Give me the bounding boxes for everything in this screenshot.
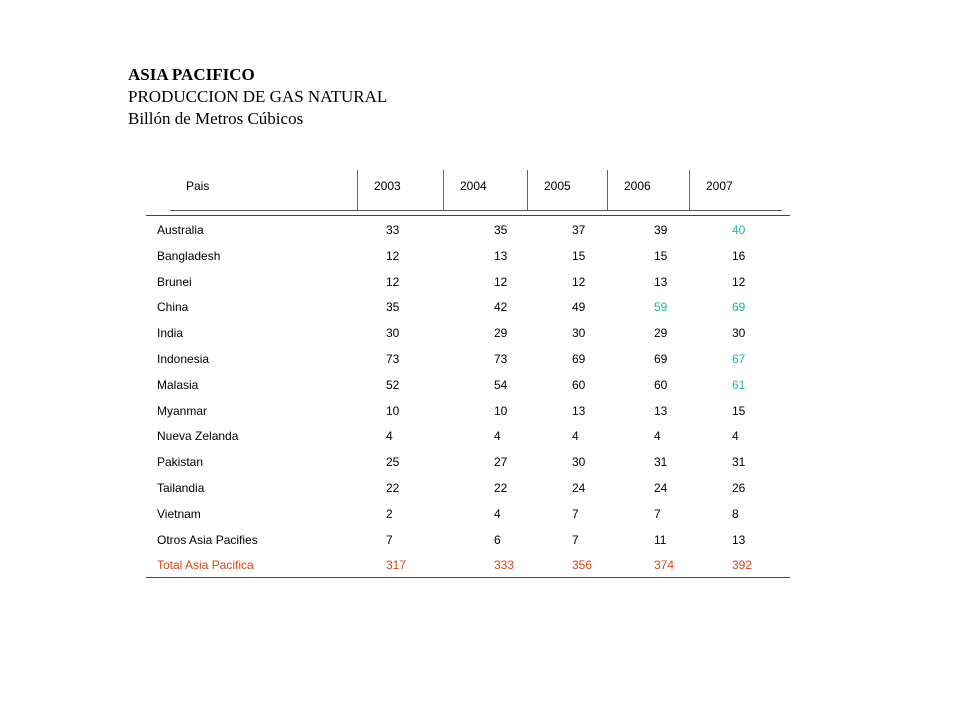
- value-cell: 37: [572, 223, 586, 237]
- country-cell: Pakistan: [157, 455, 204, 470]
- value-cell: 15: [572, 248, 586, 263]
- value-cell: 13: [572, 403, 586, 418]
- value-cell: 35: [386, 300, 400, 315]
- title-block: [128, 64, 387, 130]
- value-cell: 7: [572, 532, 579, 547]
- value-cell: 27: [494, 455, 508, 470]
- value-cell: 12: [732, 274, 746, 289]
- country-cell: Nueva Zelanda: [157, 429, 239, 444]
- value-cell: 4: [732, 429, 739, 444]
- value-cell: 12: [386, 248, 400, 263]
- value-cell: 13: [732, 532, 746, 547]
- title-region: ASIA PACIFICO: [128, 65, 255, 84]
- value-cell: 4: [654, 429, 661, 444]
- value-cell: 4: [572, 429, 579, 444]
- value-cell: 26: [732, 480, 746, 495]
- value-cell: 13: [654, 403, 668, 418]
- value-cell: 69: [654, 351, 668, 366]
- value-cell: 33: [386, 223, 400, 237]
- table-row: [146, 526, 790, 552]
- value-cell: 10: [494, 403, 508, 418]
- value-cell: 4: [386, 429, 393, 444]
- value-cell: 24: [654, 480, 668, 495]
- value-cell: 10: [386, 403, 400, 418]
- country-cell: Bangladesh: [157, 248, 221, 263]
- country-cell: Tailandia: [157, 480, 205, 495]
- value-cell: 13: [494, 248, 508, 263]
- country-cell: Total Asia Pacifica: [157, 558, 254, 573]
- data-table: [146, 215, 790, 578]
- value-cell: 73: [494, 351, 508, 366]
- table-row: [146, 268, 790, 294]
- value-cell: 69: [732, 300, 746, 315]
- table-row: [146, 319, 790, 345]
- total-row: [146, 551, 790, 577]
- country-cell: Vietnam: [157, 506, 201, 521]
- value-cell: 31: [732, 455, 746, 470]
- value-cell: 2: [386, 506, 393, 521]
- value-cell: 73: [386, 351, 400, 366]
- table-row: [146, 345, 790, 371]
- value-cell: 16: [732, 248, 746, 263]
- table-header: [170, 170, 782, 211]
- header-cell-2003: 2003: [358, 170, 444, 210]
- value-cell: 30: [572, 326, 586, 341]
- title-subject: PRODUCCION DE GAS NATURAL: [128, 87, 388, 106]
- value-cell: 22: [386, 480, 400, 495]
- value-cell: 4: [494, 429, 501, 444]
- value-cell: 69: [572, 351, 586, 366]
- header-cell-2005: 2005: [528, 170, 608, 210]
- value-cell: 39: [654, 223, 668, 237]
- value-cell: 35: [494, 223, 508, 237]
- value-cell: 12: [386, 274, 400, 289]
- value-cell: 22: [494, 480, 508, 495]
- value-cell: 40: [732, 223, 746, 237]
- table-row: [146, 216, 790, 242]
- table-row: [146, 422, 790, 448]
- value-cell: 30: [732, 326, 746, 341]
- value-cell: 30: [572, 455, 586, 470]
- value-cell: 7: [386, 532, 393, 547]
- header-cell-pais: Pais: [170, 170, 358, 210]
- value-cell: 60: [654, 377, 668, 392]
- value-cell: 12: [572, 274, 586, 289]
- value-cell: 356: [572, 558, 593, 573]
- value-cell: 61: [732, 377, 746, 392]
- country-cell: Indonesia: [157, 351, 210, 366]
- value-cell: 59: [654, 300, 668, 315]
- table-row: [146, 448, 790, 474]
- value-cell: 392: [732, 558, 753, 573]
- value-cell: 29: [494, 326, 508, 341]
- value-cell: 6: [494, 532, 501, 547]
- value-cell: 4: [494, 506, 501, 521]
- table-row: [146, 500, 790, 526]
- value-cell: 30: [386, 326, 400, 341]
- country-cell: Otros Asia Pacifies: [157, 532, 258, 547]
- country-cell: China: [157, 300, 189, 315]
- value-cell: 374: [654, 558, 675, 573]
- table-row: [146, 371, 790, 397]
- country-cell: Malasia: [157, 377, 199, 392]
- value-cell: 42: [494, 300, 508, 315]
- table-row: [146, 397, 790, 423]
- value-cell: 7: [572, 506, 579, 521]
- value-cell: 24: [572, 480, 586, 495]
- header-cell-2007: 2007: [706, 179, 733, 193]
- table-row: [146, 474, 790, 500]
- header-cell-2006: 2006: [608, 170, 690, 210]
- value-cell: 11: [654, 532, 667, 547]
- value-cell: 29: [654, 326, 668, 341]
- title-units: Billón de Metros Cúbicos: [128, 109, 304, 128]
- value-cell: 54: [494, 377, 508, 392]
- value-cell: 8: [732, 506, 739, 521]
- value-cell: 7: [654, 506, 661, 521]
- value-cell: 13: [654, 274, 668, 289]
- value-cell: 15: [732, 403, 746, 418]
- value-cell: 333: [494, 558, 515, 573]
- value-cell: 67: [732, 351, 746, 366]
- value-cell: 49: [572, 300, 586, 315]
- country-cell: Brunei: [157, 274, 192, 289]
- country-cell: India: [157, 326, 184, 341]
- value-cell: 31: [654, 455, 668, 470]
- table-row: [146, 293, 790, 319]
- value-cell: 317: [386, 558, 407, 573]
- value-cell: 52: [386, 377, 400, 392]
- value-cell: 15: [654, 248, 668, 263]
- value-cell: 12: [494, 274, 508, 289]
- value-cell: 60: [572, 377, 586, 392]
- country-cell: Myanmar: [157, 403, 208, 418]
- value-cell: 25: [386, 455, 400, 470]
- table-row: [146, 242, 790, 268]
- header-cell-2004: 2004: [444, 170, 528, 210]
- country-cell: Australia: [157, 223, 204, 237]
